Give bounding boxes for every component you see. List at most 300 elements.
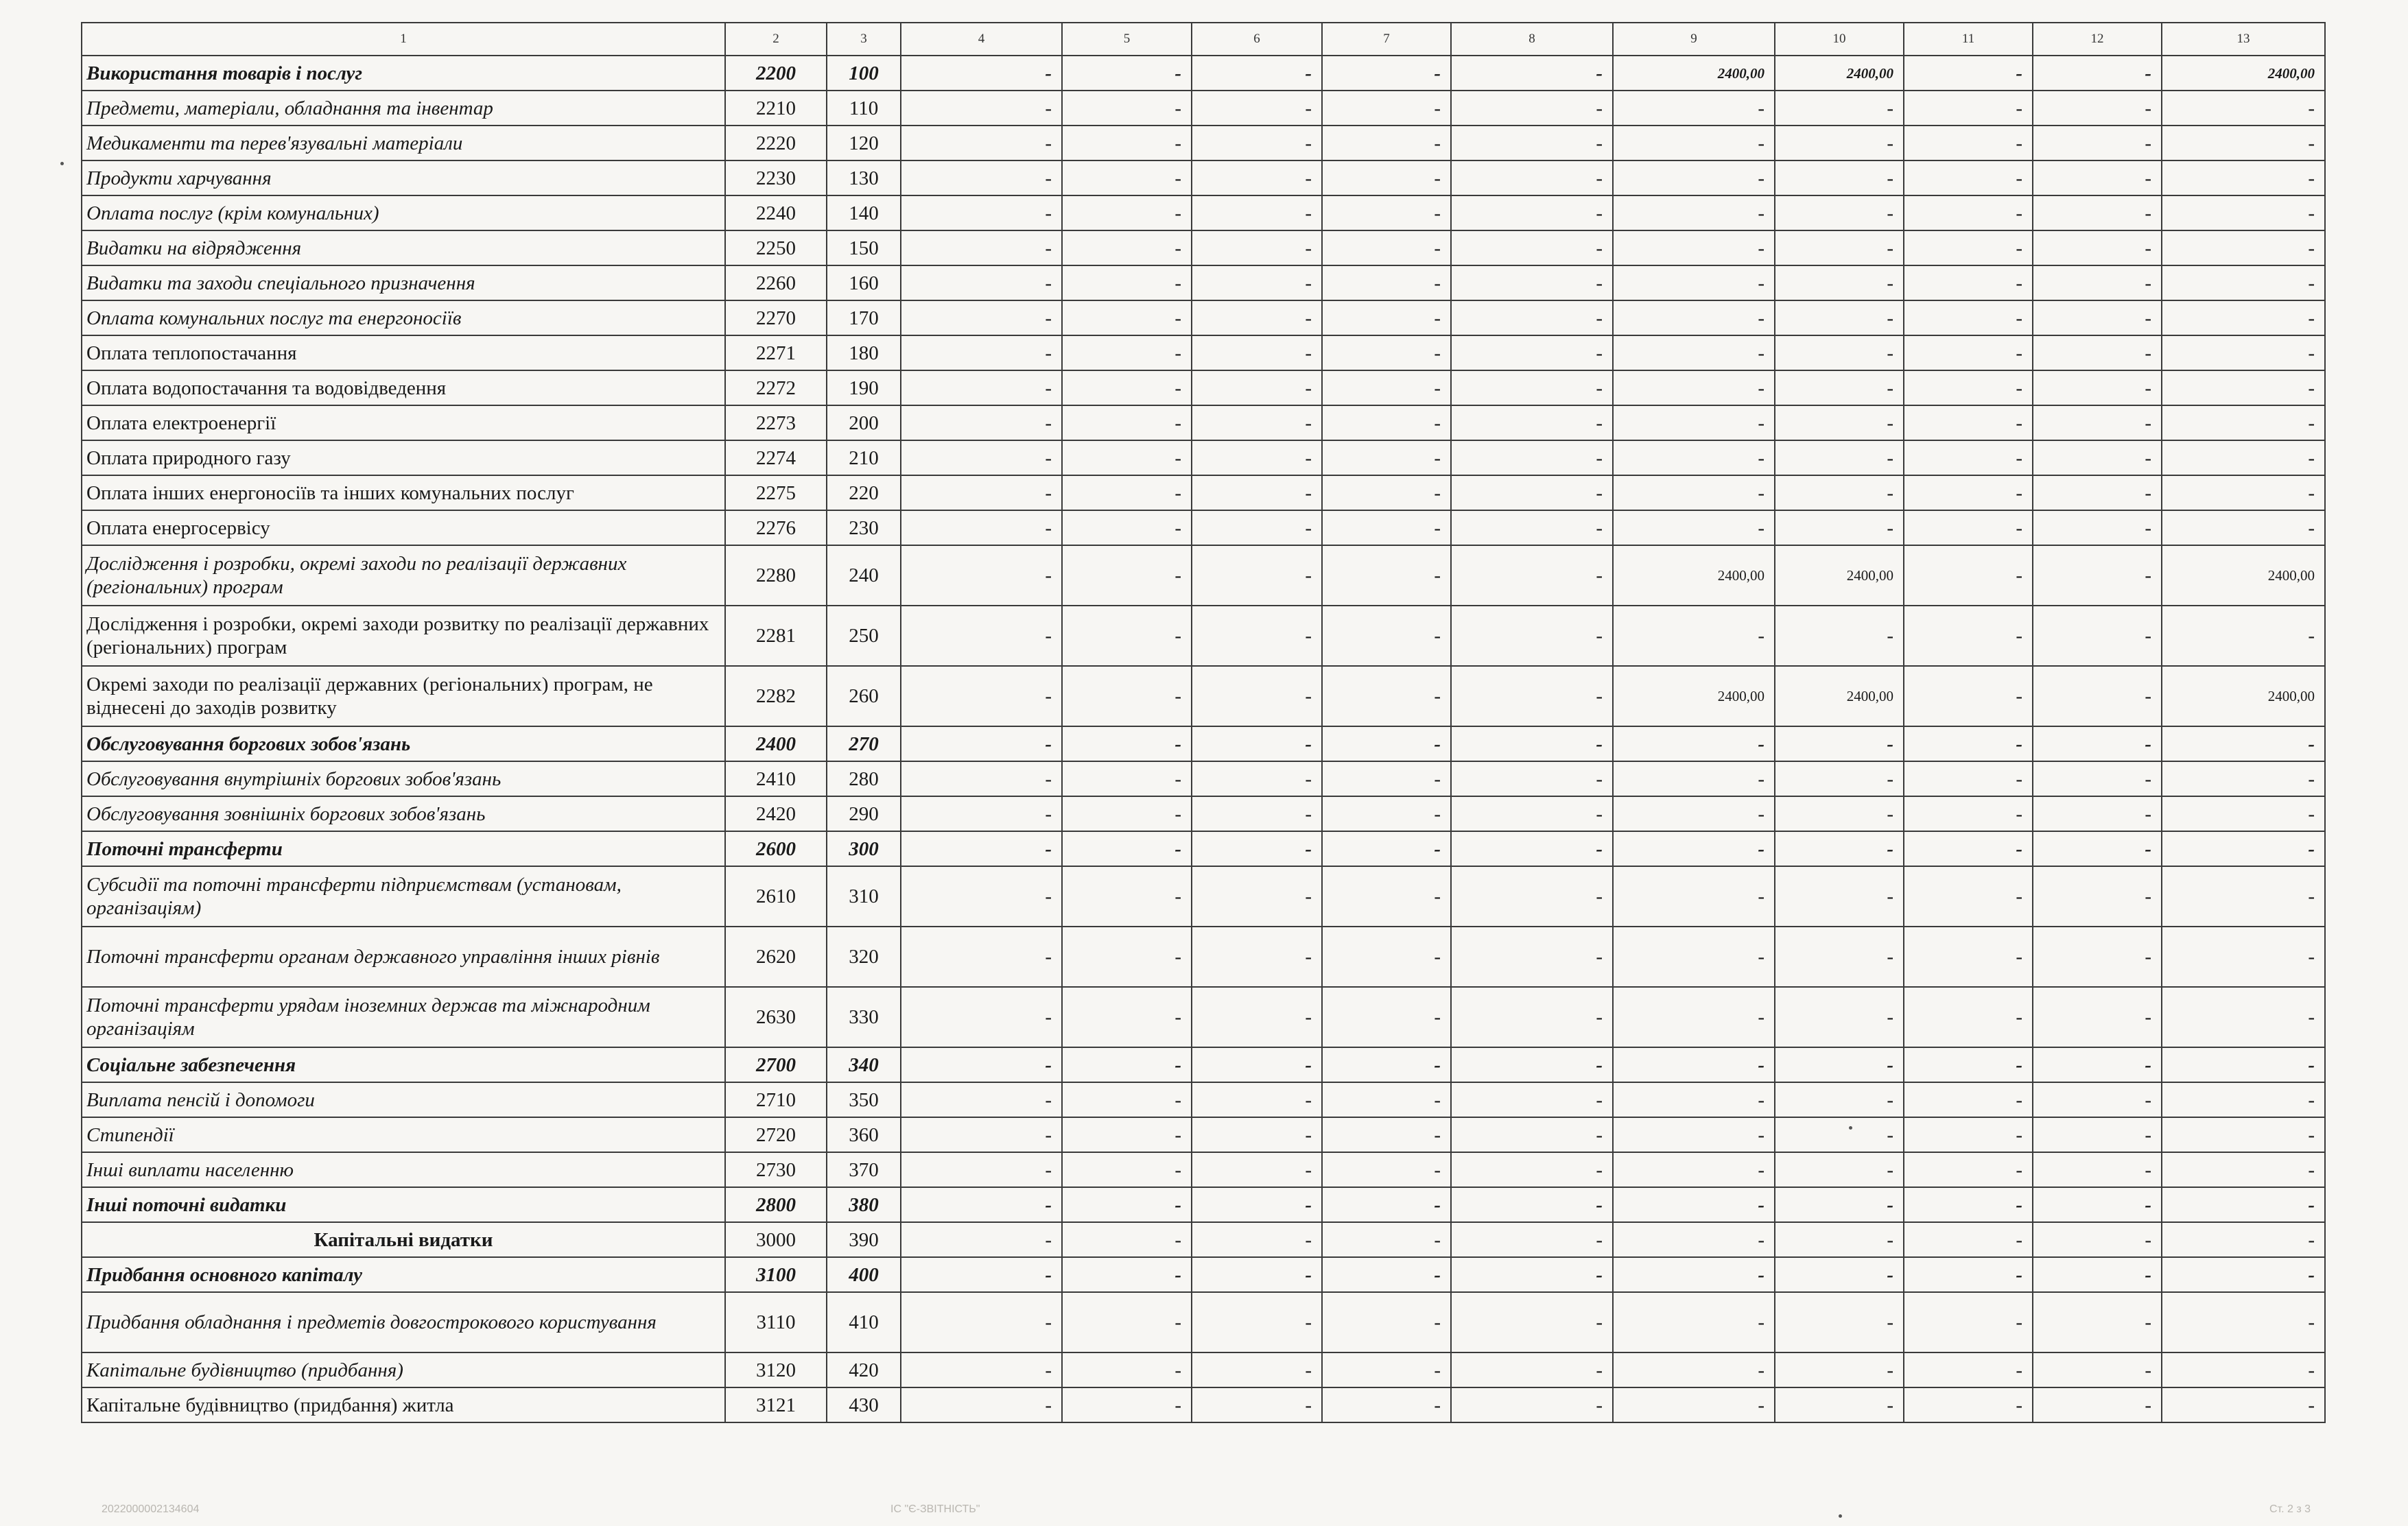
table-row	[82, 726, 2325, 761]
table-row	[82, 987, 2325, 1047]
row-value-col-7: -	[1322, 1187, 1451, 1222]
row-value-col-11: -	[1904, 56, 2033, 91]
row-value-col-8: -	[1451, 1292, 1613, 1352]
row-value-col-11: -	[1904, 1047, 2033, 1082]
row-kekv-code: 2420	[725, 796, 827, 831]
row-value-col-5: -	[1062, 796, 1192, 831]
row-value-col-13: -	[2162, 1292, 2325, 1352]
row-name: Оплата теплопостачання	[82, 335, 725, 370]
row-value-col-7: -	[1322, 370, 1451, 405]
row-value-col-9: -	[1613, 1082, 1775, 1117]
row-value-col-13: -	[2162, 1152, 2325, 1187]
row-value-col-7: -	[1322, 1117, 1451, 1152]
row-value-col-6: -	[1192, 195, 1322, 230]
row-value-col-5: -	[1062, 545, 1192, 606]
row-value-col-4: -	[901, 1187, 1062, 1222]
row-value-col-9: -	[1613, 91, 1775, 126]
row-value-col-9: 2400,00	[1613, 545, 1775, 606]
row-value-col-6: -	[1192, 1117, 1322, 1152]
table-row	[82, 1352, 2325, 1387]
row-value-col-4: -	[901, 761, 1062, 796]
row-value-col-4: -	[901, 796, 1062, 831]
row-kekv-code: 2700	[725, 1047, 827, 1082]
row-value-col-8: -	[1451, 1222, 1613, 1257]
row-value-col-8: -	[1451, 866, 1613, 927]
row-value-col-6: -	[1192, 300, 1322, 335]
row-value-col-9: -	[1613, 1187, 1775, 1222]
row-value-col-4: -	[901, 866, 1062, 927]
row-value-col-13: -	[2162, 1257, 2325, 1292]
row-value-col-8: -	[1451, 405, 1613, 440]
row-value-col-13: -	[2162, 91, 2325, 126]
row-value-col-10: -	[1775, 440, 1904, 475]
table-row	[82, 56, 2325, 91]
row-name: Стипендії	[82, 1117, 725, 1152]
row-value-col-5: -	[1062, 230, 1192, 265]
row-line-code: 380	[827, 1187, 901, 1222]
row-name: Обслуговування боргових зобов'язань	[82, 726, 725, 761]
scan-speck	[60, 162, 64, 165]
row-value-col-11: -	[1904, 1292, 2033, 1352]
row-value-col-8: -	[1451, 1117, 1613, 1152]
row-value-col-10: -	[1775, 1257, 1904, 1292]
row-value-col-13: -	[2162, 230, 2325, 265]
row-value-col-7: -	[1322, 1082, 1451, 1117]
row-value-col-7: -	[1322, 1152, 1451, 1187]
row-value-col-4: -	[901, 927, 1062, 987]
row-value-col-11: -	[1904, 761, 2033, 796]
row-value-col-6: -	[1192, 831, 1322, 866]
row-value-col-13: -	[2162, 726, 2325, 761]
row-value-col-5: -	[1062, 300, 1192, 335]
row-value-col-13: -	[2162, 1387, 2325, 1422]
row-name: Капітальне будівництво (придбання) житла	[82, 1387, 725, 1422]
row-kekv-code: 2260	[725, 265, 827, 300]
row-value-col-4: -	[901, 91, 1062, 126]
row-line-code: 250	[827, 606, 901, 666]
row-kekv-code: 3100	[725, 1257, 827, 1292]
column-number-5: 5	[1062, 23, 1192, 56]
column-number-1: 1	[82, 23, 725, 56]
row-name: Оплата комунальних послуг та енергоносіїв	[82, 300, 725, 335]
row-value-col-7: -	[1322, 475, 1451, 510]
table-row	[82, 230, 2325, 265]
row-value-col-12: -	[2033, 405, 2162, 440]
row-value-col-12: -	[2033, 300, 2162, 335]
row-value-col-12: -	[2033, 545, 2162, 606]
row-value-col-13: -	[2162, 1222, 2325, 1257]
row-value-col-10: -	[1775, 927, 1904, 987]
row-value-col-12: -	[2033, 126, 2162, 160]
row-value-col-9: -	[1613, 1152, 1775, 1187]
row-value-col-7: -	[1322, 1222, 1451, 1257]
row-value-col-13: -	[2162, 370, 2325, 405]
row-value-col-6: -	[1192, 1292, 1322, 1352]
row-value-col-11: -	[1904, 987, 2033, 1047]
row-value-col-6: -	[1192, 1352, 1322, 1387]
row-value-col-8: -	[1451, 230, 1613, 265]
row-value-col-5: -	[1062, 1047, 1192, 1082]
row-value-col-6: -	[1192, 91, 1322, 126]
row-value-col-4: -	[901, 726, 1062, 761]
column-number-3: 3	[827, 23, 901, 56]
row-value-col-5: -	[1062, 335, 1192, 370]
row-value-col-6: -	[1192, 1222, 1322, 1257]
column-number-7: 7	[1322, 23, 1451, 56]
row-line-code: 180	[827, 335, 901, 370]
row-value-col-10: -	[1775, 1047, 1904, 1082]
row-value-col-13: -	[2162, 927, 2325, 987]
row-value-col-6: -	[1192, 1387, 1322, 1422]
row-value-col-10: -	[1775, 230, 1904, 265]
row-kekv-code: 2250	[725, 230, 827, 265]
row-value-col-7: -	[1322, 56, 1451, 91]
row-value-col-5: -	[1062, 1222, 1192, 1257]
row-value-col-8: -	[1451, 545, 1613, 606]
row-value-col-13: -	[2162, 796, 2325, 831]
row-value-col-13: 2400,00	[2162, 545, 2325, 606]
row-line-code: 300	[827, 831, 901, 866]
row-kekv-code: 2281	[725, 606, 827, 666]
row-line-code: 370	[827, 1152, 901, 1187]
row-value-col-10: -	[1775, 510, 1904, 545]
row-value-col-8: -	[1451, 927, 1613, 987]
row-value-col-10: -	[1775, 1222, 1904, 1257]
row-value-col-4: -	[901, 405, 1062, 440]
row-value-col-8: -	[1451, 796, 1613, 831]
row-value-col-6: -	[1192, 666, 1322, 726]
table-row	[82, 126, 2325, 160]
row-value-col-9: -	[1613, 475, 1775, 510]
row-value-col-4: -	[901, 126, 1062, 160]
row-value-col-5: -	[1062, 126, 1192, 160]
table-row	[82, 300, 2325, 335]
scan-speck	[1849, 1126, 1852, 1130]
row-line-code: 230	[827, 510, 901, 545]
row-value-col-12: -	[2033, 987, 2162, 1047]
row-value-col-13: -	[2162, 1082, 2325, 1117]
row-value-col-6: -	[1192, 440, 1322, 475]
row-value-col-5: -	[1062, 91, 1192, 126]
row-value-col-11: -	[1904, 1082, 2033, 1117]
row-name: Придбання основного капіталу	[82, 1257, 725, 1292]
row-value-col-10: -	[1775, 370, 1904, 405]
row-value-col-8: -	[1451, 91, 1613, 126]
row-value-col-5: -	[1062, 1352, 1192, 1387]
table-row	[82, 1082, 2325, 1117]
row-value-col-6: -	[1192, 796, 1322, 831]
table-row	[82, 1152, 2325, 1187]
row-value-col-7: -	[1322, 195, 1451, 230]
row-line-code: 140	[827, 195, 901, 230]
table-row	[82, 160, 2325, 195]
row-value-col-12: -	[2033, 796, 2162, 831]
row-value-col-5: -	[1062, 1387, 1192, 1422]
row-value-col-4: -	[901, 475, 1062, 510]
row-value-col-10: -	[1775, 195, 1904, 230]
row-name: Оплата природного газу	[82, 440, 725, 475]
table-row	[82, 1117, 2325, 1152]
row-line-code: 410	[827, 1292, 901, 1352]
row-value-col-10: -	[1775, 987, 1904, 1047]
row-line-code: 190	[827, 370, 901, 405]
row-value-col-4: -	[901, 1292, 1062, 1352]
row-value-col-13: -	[2162, 300, 2325, 335]
row-value-col-9: -	[1613, 195, 1775, 230]
row-value-col-6: -	[1192, 56, 1322, 91]
row-value-col-6: -	[1192, 1152, 1322, 1187]
row-value-col-5: -	[1062, 370, 1192, 405]
row-name: Медикаменти та перев'язувальні матеріали	[82, 126, 725, 160]
row-value-col-11: -	[1904, 370, 2033, 405]
row-value-col-9: -	[1613, 440, 1775, 475]
column-number-13: 13	[2162, 23, 2325, 56]
table-row	[82, 1292, 2325, 1352]
table-row	[82, 265, 2325, 300]
row-value-col-10: -	[1775, 1152, 1904, 1187]
row-name: Оплата електроенергії	[82, 405, 725, 440]
row-kekv-code: 2600	[725, 831, 827, 866]
row-value-col-11: -	[1904, 545, 2033, 606]
row-kekv-code: 2630	[725, 987, 827, 1047]
table-row	[82, 370, 2325, 405]
row-value-col-8: -	[1451, 510, 1613, 545]
row-value-col-5: -	[1062, 1187, 1192, 1222]
table-row	[82, 195, 2325, 230]
row-value-col-11: -	[1904, 195, 2033, 230]
row-kekv-code: 2220	[725, 126, 827, 160]
row-value-col-5: -	[1062, 1117, 1192, 1152]
row-value-col-9: -	[1613, 761, 1775, 796]
row-line-code: 430	[827, 1387, 901, 1422]
row-value-col-10: 2400,00	[1775, 666, 1904, 726]
row-value-col-7: -	[1322, 1387, 1451, 1422]
row-value-col-11: -	[1904, 866, 2033, 927]
row-value-col-12: -	[2033, 666, 2162, 726]
row-value-col-5: -	[1062, 606, 1192, 666]
row-value-col-8: -	[1451, 761, 1613, 796]
row-value-col-12: -	[2033, 1387, 2162, 1422]
row-value-col-4: -	[901, 545, 1062, 606]
row-value-col-8: -	[1451, 440, 1613, 475]
row-value-col-4: -	[901, 666, 1062, 726]
row-value-col-9: -	[1613, 265, 1775, 300]
row-value-col-4: -	[901, 440, 1062, 475]
row-value-col-8: -	[1451, 335, 1613, 370]
row-value-col-7: -	[1322, 761, 1451, 796]
row-value-col-4: -	[901, 1352, 1062, 1387]
row-value-col-9: -	[1613, 606, 1775, 666]
table-row	[82, 335, 2325, 370]
row-value-col-7: -	[1322, 405, 1451, 440]
row-value-col-8: -	[1451, 195, 1613, 230]
row-value-col-13: -	[2162, 160, 2325, 195]
row-name: Дослідження і розробки, окремі заходи по реалізації державних (регіональних) програм	[82, 545, 725, 606]
row-line-code: 200	[827, 405, 901, 440]
row-value-col-10: -	[1775, 335, 1904, 370]
row-value-col-12: -	[2033, 510, 2162, 545]
row-value-col-11: -	[1904, 1257, 2033, 1292]
column-number-row	[82, 23, 2325, 56]
row-value-col-9: -	[1613, 160, 1775, 195]
row-value-col-12: -	[2033, 866, 2162, 927]
row-kekv-code: 2210	[725, 91, 827, 126]
row-value-col-11: -	[1904, 160, 2033, 195]
row-value-col-12: -	[2033, 1187, 2162, 1222]
row-value-col-13: 2400,00	[2162, 56, 2325, 91]
row-value-col-13: -	[2162, 761, 2325, 796]
row-value-col-10: -	[1775, 300, 1904, 335]
row-name: Поточні трансферти	[82, 831, 725, 866]
row-value-col-7: -	[1322, 1257, 1451, 1292]
row-value-col-7: -	[1322, 927, 1451, 987]
column-number-4: 4	[901, 23, 1062, 56]
row-line-code: 100	[827, 56, 901, 91]
row-name: Видатки на відрядження	[82, 230, 725, 265]
row-value-col-7: -	[1322, 1292, 1451, 1352]
row-line-code: 310	[827, 866, 901, 927]
row-line-code: 110	[827, 91, 901, 126]
row-value-col-5: -	[1062, 440, 1192, 475]
row-kekv-code: 2230	[725, 160, 827, 195]
row-value-col-11: -	[1904, 335, 2033, 370]
row-value-col-8: -	[1451, 666, 1613, 726]
row-kekv-code: 2200	[725, 56, 827, 91]
row-value-col-6: -	[1192, 126, 1322, 160]
row-value-col-13: -	[2162, 475, 2325, 510]
row-value-col-6: -	[1192, 726, 1322, 761]
row-kekv-code: 2280	[725, 545, 827, 606]
row-value-col-9: -	[1613, 335, 1775, 370]
row-value-col-10: -	[1775, 831, 1904, 866]
row-value-col-6: -	[1192, 510, 1322, 545]
row-value-col-7: -	[1322, 666, 1451, 726]
row-value-col-7: -	[1322, 126, 1451, 160]
table-row	[82, 831, 2325, 866]
row-kekv-code: 2730	[725, 1152, 827, 1187]
row-value-col-13: -	[2162, 1047, 2325, 1082]
row-line-code: 360	[827, 1117, 901, 1152]
row-value-col-4: -	[901, 1082, 1062, 1117]
row-line-code: 210	[827, 440, 901, 475]
row-value-col-11: -	[1904, 510, 2033, 545]
row-value-col-9: -	[1613, 831, 1775, 866]
row-value-col-9: -	[1613, 405, 1775, 440]
row-value-col-7: -	[1322, 300, 1451, 335]
column-number-11: 11	[1904, 23, 2033, 56]
row-value-col-8: -	[1451, 1152, 1613, 1187]
row-value-col-13: -	[2162, 1117, 2325, 1152]
row-value-col-7: -	[1322, 606, 1451, 666]
expenditure-table	[81, 22, 2326, 1423]
row-value-col-8: -	[1451, 1047, 1613, 1082]
row-value-col-8: -	[1451, 56, 1613, 91]
row-kekv-code: 3121	[725, 1387, 827, 1422]
row-value-col-9: -	[1613, 866, 1775, 927]
row-value-col-8: -	[1451, 265, 1613, 300]
row-value-col-12: -	[2033, 91, 2162, 126]
row-line-code: 320	[827, 927, 901, 987]
row-value-col-5: -	[1062, 195, 1192, 230]
row-value-col-5: -	[1062, 1257, 1192, 1292]
row-value-col-11: -	[1904, 300, 2033, 335]
row-value-col-13: -	[2162, 126, 2325, 160]
row-kekv-code: 2610	[725, 866, 827, 927]
row-value-col-12: -	[2033, 606, 2162, 666]
row-value-col-7: -	[1322, 796, 1451, 831]
footer-document-id: 2022000002134604	[102, 1503, 200, 1515]
row-value-col-10: -	[1775, 866, 1904, 927]
row-name: Оплата водопостачання та водовідведення	[82, 370, 725, 405]
row-value-col-6: -	[1192, 1082, 1322, 1117]
row-name: Продукти харчування	[82, 160, 725, 195]
row-value-col-7: -	[1322, 230, 1451, 265]
row-value-col-4: -	[901, 987, 1062, 1047]
row-kekv-code: 2274	[725, 440, 827, 475]
row-value-col-9: -	[1613, 126, 1775, 160]
row-value-col-6: -	[1192, 606, 1322, 666]
row-value-col-8: -	[1451, 987, 1613, 1047]
row-value-col-4: -	[901, 1222, 1062, 1257]
row-value-col-12: -	[2033, 927, 2162, 987]
row-value-col-12: -	[2033, 761, 2162, 796]
row-value-col-9: -	[1613, 370, 1775, 405]
row-line-code: 160	[827, 265, 901, 300]
row-value-col-11: -	[1904, 1152, 2033, 1187]
table-row	[82, 1257, 2325, 1292]
row-value-col-11: -	[1904, 927, 2033, 987]
row-value-col-12: -	[2033, 475, 2162, 510]
row-value-col-6: -	[1192, 370, 1322, 405]
row-line-code: 280	[827, 761, 901, 796]
row-value-col-4: -	[901, 1257, 1062, 1292]
row-value-col-7: -	[1322, 987, 1451, 1047]
column-number-6: 6	[1192, 23, 1322, 56]
row-kekv-code: 2710	[725, 1082, 827, 1117]
row-value-col-10: -	[1775, 1292, 1904, 1352]
row-line-code: 150	[827, 230, 901, 265]
row-line-code: 130	[827, 160, 901, 195]
row-value-col-7: -	[1322, 440, 1451, 475]
row-value-col-8: -	[1451, 1082, 1613, 1117]
table-row	[82, 91, 2325, 126]
row-value-col-11: -	[1904, 1117, 2033, 1152]
table-row	[82, 1387, 2325, 1422]
row-value-col-13: -	[2162, 1352, 2325, 1387]
row-value-col-5: -	[1062, 927, 1192, 987]
row-name: Соціальне забезпечення	[82, 1047, 725, 1082]
row-value-col-4: -	[901, 370, 1062, 405]
row-value-col-6: -	[1192, 230, 1322, 265]
row-value-col-12: -	[2033, 726, 2162, 761]
row-name: Капітальне будівництво (придбання)	[82, 1352, 725, 1387]
row-value-col-11: -	[1904, 126, 2033, 160]
row-kekv-code: 3120	[725, 1352, 827, 1387]
row-value-col-11: -	[1904, 1187, 2033, 1222]
row-value-col-13: 2400,00	[2162, 666, 2325, 726]
row-value-col-4: -	[901, 300, 1062, 335]
row-value-col-12: -	[2033, 1082, 2162, 1117]
row-line-code: 400	[827, 1257, 901, 1292]
row-value-col-5: -	[1062, 1292, 1192, 1352]
row-value-col-12: -	[2033, 440, 2162, 475]
row-value-col-13: -	[2162, 831, 2325, 866]
row-value-col-6: -	[1192, 335, 1322, 370]
row-value-col-11: -	[1904, 726, 2033, 761]
row-line-code: 330	[827, 987, 901, 1047]
row-kekv-code: 2410	[725, 761, 827, 796]
table-row	[82, 796, 2325, 831]
